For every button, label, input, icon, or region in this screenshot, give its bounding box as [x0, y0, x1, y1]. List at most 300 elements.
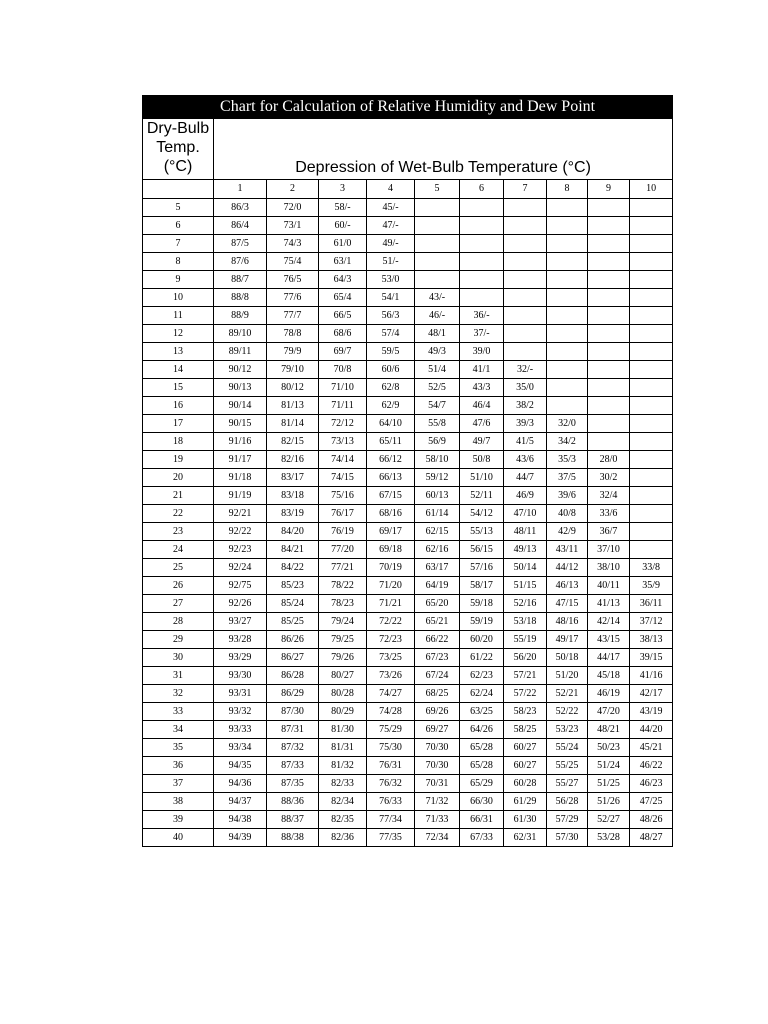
rh-dew-cell: 82/36	[319, 829, 367, 847]
rh-dew-cell: 71/21	[367, 595, 415, 613]
rh-dew-cell	[547, 361, 588, 379]
rh-dew-cell: 57/30	[547, 829, 588, 847]
rh-dew-cell: 60/28	[504, 775, 547, 793]
table-row	[143, 649, 673, 667]
dry-bulb-temp-cell: 10	[143, 289, 214, 307]
rh-dew-cell: 46/19	[588, 685, 630, 703]
rh-dew-cell	[630, 343, 673, 361]
rh-dew-cell: 51/10	[460, 469, 504, 487]
rh-dew-cell	[547, 253, 588, 271]
rh-dew-cell: 85/23	[267, 577, 319, 595]
rh-dew-cell: 62/16	[415, 541, 460, 559]
rh-dew-cell: 53/0	[367, 271, 415, 289]
rh-dew-cell: 59/19	[460, 613, 504, 631]
rh-dew-cell	[630, 289, 673, 307]
dry-bulb-header-line: Dry-Bulb	[146, 120, 210, 137]
table-row	[143, 595, 673, 613]
rh-dew-cell: 87/35	[267, 775, 319, 793]
rh-dew-cell: 45/18	[588, 667, 630, 685]
rh-dew-cell: 86/27	[267, 649, 319, 667]
rh-dew-cell: 86/29	[267, 685, 319, 703]
rh-dew-cell: 48/11	[504, 523, 547, 541]
rh-dew-cell: 58/17	[460, 577, 504, 595]
rh-dew-cell: 38/10	[588, 559, 630, 577]
rh-dew-cell: 82/35	[319, 811, 367, 829]
rh-dew-cell: 66/5	[319, 307, 367, 325]
rh-dew-cell: 80/12	[267, 379, 319, 397]
rh-dew-cell	[630, 199, 673, 217]
rh-dew-cell: 39/6	[547, 487, 588, 505]
rh-dew-cell: 36/-	[460, 307, 504, 325]
rh-dew-cell: 62/15	[415, 523, 460, 541]
rh-dew-cell: 80/28	[319, 685, 367, 703]
rh-dew-cell: 48/21	[588, 721, 630, 739]
rh-dew-cell: 55/13	[460, 523, 504, 541]
rh-dew-cell: 43/6	[504, 451, 547, 469]
dry-bulb-temp-cell: 37	[143, 775, 214, 793]
rh-dew-cell: 88/9	[214, 307, 267, 325]
chart-title: Chart for Calculation of Relative Humidity and Dew Point	[143, 96, 673, 119]
dry-bulb-header	[143, 119, 214, 180]
rh-dew-cell: 60/20	[460, 631, 504, 649]
rh-dew-cell: 44/20	[630, 721, 673, 739]
rh-dew-cell: 87/5	[214, 235, 267, 253]
rh-dew-cell: 37/12	[630, 613, 673, 631]
rh-dew-cell: 89/10	[214, 325, 267, 343]
rh-dew-cell: 50/14	[504, 559, 547, 577]
dry-bulb-temp-cell: 5	[143, 199, 214, 217]
rh-dew-cell: 63/17	[415, 559, 460, 577]
rh-dew-cell: 59/12	[415, 469, 460, 487]
rh-dew-cell	[415, 235, 460, 253]
rh-dew-cell	[588, 199, 630, 217]
table-row	[143, 217, 673, 235]
rh-dew-cell: 40/8	[547, 505, 588, 523]
table-row	[143, 829, 673, 847]
table-row	[143, 415, 673, 433]
rh-dew-cell: 56/28	[547, 793, 588, 811]
rh-dew-cell: 52/27	[588, 811, 630, 829]
rh-dew-cell: 46/22	[630, 757, 673, 775]
rh-dew-cell	[588, 289, 630, 307]
rh-dew-cell: 45/-	[367, 199, 415, 217]
rh-dew-cell	[588, 307, 630, 325]
rh-dew-cell: 52/16	[504, 595, 547, 613]
rh-dew-cell: 61/14	[415, 505, 460, 523]
rh-dew-cell: 54/12	[460, 505, 504, 523]
rh-dew-cell: 84/22	[267, 559, 319, 577]
rh-dew-cell: 48/1	[415, 325, 460, 343]
rh-dew-cell: 61/0	[319, 235, 367, 253]
rh-dew-cell: 46/23	[630, 775, 673, 793]
rh-dew-cell: 94/37	[214, 793, 267, 811]
rh-dew-cell: 73/25	[367, 649, 415, 667]
rh-dew-cell: 79/24	[319, 613, 367, 631]
table-row	[143, 613, 673, 631]
rh-dew-cell: 59/5	[367, 343, 415, 361]
rh-dew-cell: 56/20	[504, 649, 547, 667]
rh-dew-cell: 59/18	[460, 595, 504, 613]
rh-dew-cell: 69/7	[319, 343, 367, 361]
rh-dew-cell: 55/8	[415, 415, 460, 433]
rh-dew-cell: 56/15	[460, 541, 504, 559]
table-row	[143, 793, 673, 811]
rh-dew-cell: 65/28	[460, 739, 504, 757]
rh-dew-cell: 94/35	[214, 757, 267, 775]
rh-dew-cell: 55/24	[547, 739, 588, 757]
rh-dew-cell: 58/23	[504, 703, 547, 721]
table-row	[143, 757, 673, 775]
rh-dew-cell	[588, 397, 630, 415]
depression-value-cell: 3	[319, 180, 367, 199]
rh-dew-cell: 74/15	[319, 469, 367, 487]
rh-dew-cell: 49/3	[415, 343, 460, 361]
rh-dew-cell: 76/31	[367, 757, 415, 775]
rh-dew-cell: 60/13	[415, 487, 460, 505]
rh-dew-cell	[547, 235, 588, 253]
rh-dew-cell: 66/30	[460, 793, 504, 811]
depression-value-cell: 10	[630, 180, 673, 199]
rh-dew-cell: 47/10	[504, 505, 547, 523]
rh-dew-cell: 54/7	[415, 397, 460, 415]
rh-dew-cell: 56/3	[367, 307, 415, 325]
dry-bulb-temp-cell: 26	[143, 577, 214, 595]
rh-dew-cell	[504, 199, 547, 217]
rh-dew-cell: 32/0	[547, 415, 588, 433]
rh-dew-cell: 71/32	[415, 793, 460, 811]
dry-bulb-temp-cell: 25	[143, 559, 214, 577]
rh-dew-cell: 44/7	[504, 469, 547, 487]
rh-dew-cell: 92/21	[214, 505, 267, 523]
rh-dew-cell: 83/19	[267, 505, 319, 523]
rh-dew-cell	[588, 361, 630, 379]
rh-dew-cell: 92/24	[214, 559, 267, 577]
rh-dew-cell: 83/18	[267, 487, 319, 505]
rh-dew-cell: 32/4	[588, 487, 630, 505]
table-row	[143, 505, 673, 523]
rh-dew-cell: 67/24	[415, 667, 460, 685]
rh-dew-cell: 93/28	[214, 631, 267, 649]
rh-dew-cell: 61/22	[460, 649, 504, 667]
rh-dew-point-chart	[142, 95, 672, 847]
rh-dew-cell: 66/12	[367, 451, 415, 469]
rh-dew-cell	[460, 217, 504, 235]
rh-dew-cell: 76/32	[367, 775, 415, 793]
dry-bulb-temp-cell: 17	[143, 415, 214, 433]
rh-dew-cell	[460, 289, 504, 307]
rh-dew-cell: 52/22	[547, 703, 588, 721]
table-row	[143, 631, 673, 649]
depression-header: Depression of Wet-Bulb Temperature (°C)	[214, 119, 673, 180]
rh-dew-cell: 85/24	[267, 595, 319, 613]
rh-dew-cell	[415, 217, 460, 235]
rh-dew-cell	[630, 379, 673, 397]
rh-dew-cell: 37/10	[588, 541, 630, 559]
rh-dew-cell: 64/19	[415, 577, 460, 595]
rh-dew-cell	[630, 433, 673, 451]
rh-dew-cell: 34/2	[547, 433, 588, 451]
rh-dew-cell: 60/6	[367, 361, 415, 379]
rh-dew-cell	[547, 199, 588, 217]
depression-value-cell: 9	[588, 180, 630, 199]
rh-dew-cell: 75/30	[367, 739, 415, 757]
rh-dew-cell: 42/14	[588, 613, 630, 631]
depression-value-cell: 5	[415, 180, 460, 199]
rh-dew-cell: 52/21	[547, 685, 588, 703]
rh-dew-cell: 91/17	[214, 451, 267, 469]
depression-values-row	[143, 180, 673, 199]
rh-dew-cell: 88/8	[214, 289, 267, 307]
rh-dew-cell: 76/5	[267, 271, 319, 289]
rh-dew-cell	[504, 271, 547, 289]
rh-dew-cell: 80/29	[319, 703, 367, 721]
rh-dew-cell: 76/19	[319, 523, 367, 541]
dry-bulb-temp-cell: 36	[143, 757, 214, 775]
rh-dew-cell: 84/20	[267, 523, 319, 541]
rh-dew-cell	[415, 271, 460, 289]
rh-dew-cell: 42/17	[630, 685, 673, 703]
table-row	[143, 685, 673, 703]
rh-dew-cell: 70/30	[415, 757, 460, 775]
rh-dew-cell: 33/8	[630, 559, 673, 577]
dry-bulb-temp-cell: 35	[143, 739, 214, 757]
rh-dew-cell	[588, 217, 630, 235]
corner-cell	[143, 180, 214, 199]
rh-dew-cell	[630, 469, 673, 487]
rh-dew-cell: 77/20	[319, 541, 367, 559]
rh-dew-cell: 71/11	[319, 397, 367, 415]
rh-dew-cell: 67/15	[367, 487, 415, 505]
rh-dew-cell: 66/22	[415, 631, 460, 649]
rh-dew-cell: 83/17	[267, 469, 319, 487]
rh-dew-cell: 79/25	[319, 631, 367, 649]
rh-dew-cell: 67/33	[460, 829, 504, 847]
rh-dew-cell: 93/29	[214, 649, 267, 667]
rh-dew-cell: 62/24	[460, 685, 504, 703]
rh-dew-cell: 72/22	[367, 613, 415, 631]
rh-dew-cell: 41/5	[504, 433, 547, 451]
rh-dew-cell: 74/27	[367, 685, 415, 703]
table-row	[143, 775, 673, 793]
rh-dew-cell: 45/21	[630, 739, 673, 757]
rh-dew-cell: 82/15	[267, 433, 319, 451]
rh-dew-cell: 92/22	[214, 523, 267, 541]
table-row	[143, 811, 673, 829]
rh-dew-cell	[630, 415, 673, 433]
rh-dew-cell: 92/26	[214, 595, 267, 613]
rh-dew-cell: 69/17	[367, 523, 415, 541]
rh-dew-cell: 65/29	[460, 775, 504, 793]
table-row	[143, 361, 673, 379]
dry-bulb-temp-cell: 11	[143, 307, 214, 325]
dry-bulb-temp-cell: 13	[143, 343, 214, 361]
rh-dew-cell: 82/33	[319, 775, 367, 793]
rh-dew-cell: 71/10	[319, 379, 367, 397]
rh-dew-cell: 87/6	[214, 253, 267, 271]
rh-dew-cell	[460, 271, 504, 289]
rh-dew-cell: 80/27	[319, 667, 367, 685]
rh-dew-cell: 78/23	[319, 595, 367, 613]
rh-dew-cell: 75/4	[267, 253, 319, 271]
rh-dew-cell: 88/7	[214, 271, 267, 289]
rh-dew-cell: 47/15	[547, 595, 588, 613]
rh-dew-cell: 53/18	[504, 613, 547, 631]
rh-dew-cell: 43/19	[630, 703, 673, 721]
rh-dew-cell: 94/36	[214, 775, 267, 793]
rh-dew-cell: 68/16	[367, 505, 415, 523]
rh-dew-cell	[630, 361, 673, 379]
rh-dew-cell: 60/27	[504, 757, 547, 775]
rh-dew-cell: 88/38	[267, 829, 319, 847]
rh-dew-cell	[504, 325, 547, 343]
rh-dew-cell: 68/6	[319, 325, 367, 343]
rh-dew-cell	[588, 271, 630, 289]
rh-dew-cell: 48/16	[547, 613, 588, 631]
rh-dew-cell: 65/4	[319, 289, 367, 307]
dry-bulb-temp-cell: 12	[143, 325, 214, 343]
rh-dew-cell: 35/3	[547, 451, 588, 469]
table-row	[143, 307, 673, 325]
table-row	[143, 577, 673, 595]
rh-dew-cell: 77/34	[367, 811, 415, 829]
rh-dew-cell: 48/27	[630, 829, 673, 847]
rh-dew-cell: 62/31	[504, 829, 547, 847]
rh-dew-cell: 51/26	[588, 793, 630, 811]
dry-bulb-temp-cell: 30	[143, 649, 214, 667]
dry-bulb-temp-cell: 29	[143, 631, 214, 649]
rh-dew-cell: 73/1	[267, 217, 319, 235]
rh-dew-cell	[588, 343, 630, 361]
rh-dew-cell: 69/18	[367, 541, 415, 559]
rh-dew-cell: 65/11	[367, 433, 415, 451]
rh-dew-cell: 51/-	[367, 253, 415, 271]
table-row	[143, 721, 673, 739]
rh-dew-cell	[415, 199, 460, 217]
rh-dew-cell: 57/21	[504, 667, 547, 685]
rh-dew-cell: 51/20	[547, 667, 588, 685]
dry-bulb-temp-cell: 22	[143, 505, 214, 523]
rh-dew-cell: 51/4	[415, 361, 460, 379]
rh-dew-cell	[547, 379, 588, 397]
rh-dew-cell: 77/21	[319, 559, 367, 577]
rh-dew-cell: 47/25	[630, 793, 673, 811]
dry-bulb-temp-cell: 24	[143, 541, 214, 559]
dry-bulb-temp-cell: 9	[143, 271, 214, 289]
rh-dew-cell: 69/27	[415, 721, 460, 739]
table-row	[143, 433, 673, 451]
rh-dew-cell	[630, 307, 673, 325]
rh-dew-cell	[630, 271, 673, 289]
rh-dew-cell: 73/26	[367, 667, 415, 685]
rh-dew-cell: 51/15	[504, 577, 547, 595]
rh-dew-cell: 49/7	[460, 433, 504, 451]
dry-bulb-header-line: (°C)	[163, 158, 193, 175]
table-row	[143, 379, 673, 397]
rh-dew-cell: 47/-	[367, 217, 415, 235]
rh-dew-cell: 52/5	[415, 379, 460, 397]
rh-dew-cell: 79/26	[319, 649, 367, 667]
rh-dew-cell: 46/9	[504, 487, 547, 505]
rh-dew-cell: 89/11	[214, 343, 267, 361]
rh-dew-cell: 35/9	[630, 577, 673, 595]
rh-dew-cell: 81/13	[267, 397, 319, 415]
table-row	[143, 235, 673, 253]
rh-dew-cell: 55/27	[547, 775, 588, 793]
rh-dew-cell	[588, 379, 630, 397]
rh-dew-cell	[630, 325, 673, 343]
rh-dew-cell: 78/22	[319, 577, 367, 595]
table-row	[143, 271, 673, 289]
rh-dew-cell	[630, 487, 673, 505]
rh-dew-cell: 92/75	[214, 577, 267, 595]
table-row	[143, 397, 673, 415]
dry-bulb-temp-cell: 33	[143, 703, 214, 721]
dry-bulb-temp-cell: 38	[143, 793, 214, 811]
rh-dew-cell: 93/33	[214, 721, 267, 739]
dry-bulb-temp-cell: 40	[143, 829, 214, 847]
rh-dew-cell: 82/34	[319, 793, 367, 811]
rh-dew-cell: 48/26	[630, 811, 673, 829]
rh-dew-cell: 74/3	[267, 235, 319, 253]
table-row	[143, 667, 673, 685]
rh-dew-cell: 75/16	[319, 487, 367, 505]
rh-dew-cell: 43/-	[415, 289, 460, 307]
rh-dew-cell: 71/20	[367, 577, 415, 595]
depression-value-cell: 8	[547, 180, 588, 199]
rh-dew-cell	[504, 289, 547, 307]
rh-dew-cell: 62/23	[460, 667, 504, 685]
table-row	[143, 451, 673, 469]
rh-dew-cell: 63/1	[319, 253, 367, 271]
rh-dew-cell: 43/3	[460, 379, 504, 397]
rh-dew-cell: 36/7	[588, 523, 630, 541]
table-row	[143, 325, 673, 343]
rh-dew-cell	[630, 523, 673, 541]
rh-dew-cell	[504, 217, 547, 235]
rh-dew-cell: 38/13	[630, 631, 673, 649]
table-row	[143, 541, 673, 559]
dry-bulb-temp-cell: 16	[143, 397, 214, 415]
rh-dew-cell: 82/16	[267, 451, 319, 469]
rh-dew-cell: 92/23	[214, 541, 267, 559]
rh-dew-cell	[588, 235, 630, 253]
rh-dew-cell: 70/31	[415, 775, 460, 793]
dry-bulb-temp-cell: 39	[143, 811, 214, 829]
rh-dew-cell: 60/-	[319, 217, 367, 235]
rh-dew-cell: 65/21	[415, 613, 460, 631]
rh-dew-cell: 79/9	[267, 343, 319, 361]
rh-dew-cell: 60/27	[504, 739, 547, 757]
dry-bulb-temp-cell: 8	[143, 253, 214, 271]
rh-dew-cell	[547, 325, 588, 343]
depression-value-cell: 6	[460, 180, 504, 199]
dry-bulb-temp-cell: 21	[143, 487, 214, 505]
rh-dew-cell: 90/13	[214, 379, 267, 397]
rh-dew-cell	[588, 325, 630, 343]
rh-dew-cell: 47/6	[460, 415, 504, 433]
rh-dew-cell: 37/-	[460, 325, 504, 343]
rh-dew-cell	[547, 397, 588, 415]
rh-dew-cell: 86/28	[267, 667, 319, 685]
depression-value-cell: 2	[267, 180, 319, 199]
rh-dew-cell: 58/10	[415, 451, 460, 469]
rh-dew-cell: 72/34	[415, 829, 460, 847]
dry-bulb-temp-cell: 15	[143, 379, 214, 397]
table-row	[143, 487, 673, 505]
rh-dew-cell: 86/4	[214, 217, 267, 235]
rh-dew-cell	[630, 451, 673, 469]
rh-dew-cell: 64/26	[460, 721, 504, 739]
